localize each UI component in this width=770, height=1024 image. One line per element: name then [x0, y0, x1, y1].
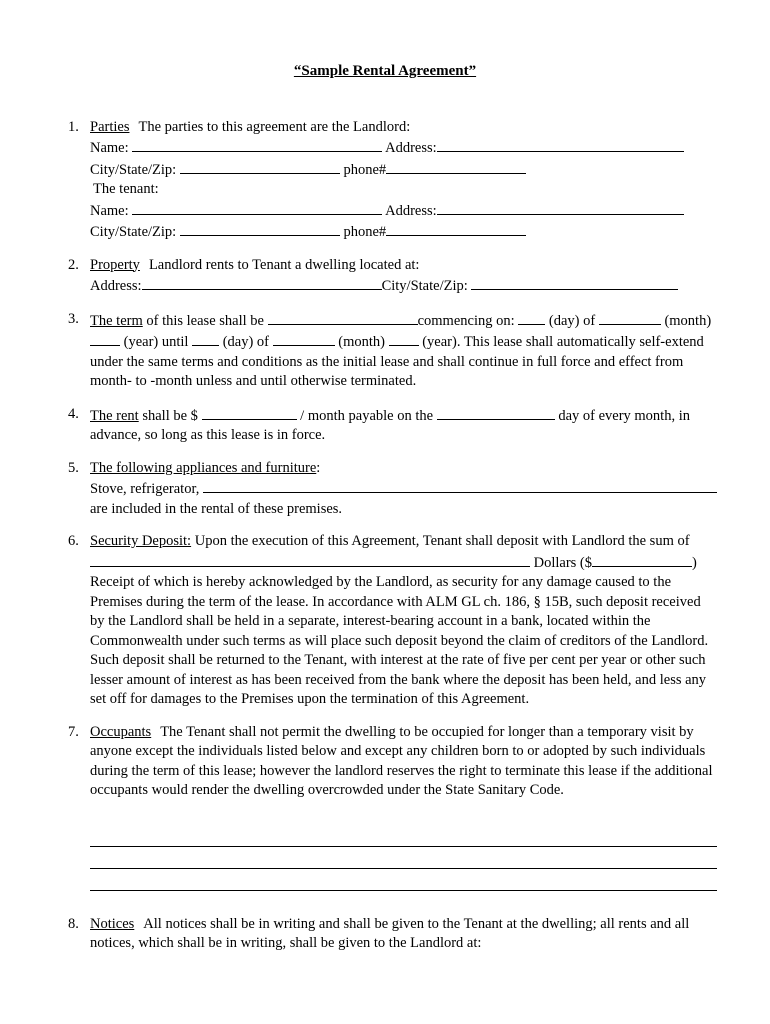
occupants-line-1 [90, 825, 717, 847]
tenant-label: The tenant: [93, 181, 159, 197]
section-number: 8. [68, 915, 79, 932]
city-label: City/State/Zip: [90, 161, 177, 178]
rent-paragraph [90, 405, 717, 446]
section-parties [68, 118, 717, 243]
parties-intro-line [90, 118, 717, 138]
property-address-line [90, 275, 717, 297]
property-city-blank [471, 275, 678, 290]
appliances-colon: : [316, 459, 321, 476]
address-label: Address: [90, 278, 142, 294]
document-content [0, 118, 770, 954]
section-number: 1. [68, 118, 79, 135]
term-paragraph [90, 310, 717, 392]
landlord-name-blank [132, 137, 382, 152]
occupants-line-3 [90, 869, 717, 891]
section-body [90, 310, 717, 392]
term-length-blank [268, 310, 418, 325]
end-month-blank [273, 331, 335, 346]
name-label: Name: [90, 202, 129, 219]
section-security-deposit [68, 532, 717, 710]
end-year-blank [389, 331, 419, 346]
section-rent [68, 405, 717, 446]
term-text: (year) until [123, 334, 189, 350]
occupants-paragraph [90, 723, 717, 801]
tenant-name-blank [132, 200, 382, 215]
occupants-blank-lines [90, 825, 717, 891]
landlord-address-blank [437, 137, 684, 152]
section-heading: Security Deposit: [90, 533, 192, 549]
appliances-list-line [90, 478, 717, 500]
start-day-blank [518, 310, 545, 325]
section-heading: Parties [90, 118, 130, 135]
address-label: Address: [385, 140, 437, 156]
appliances-included-line [90, 500, 717, 520]
section-number: 6. [68, 533, 79, 549]
deposit-amount-line [90, 552, 717, 574]
section-body [90, 723, 717, 891]
document-title: “Sample Rental Agreement” [293, 63, 477, 79]
section-occupants [68, 723, 717, 891]
section-body [90, 532, 717, 710]
section-number: 3. [68, 310, 79, 327]
occupants-line-2 [90, 847, 717, 869]
tenant-city-blank [180, 221, 340, 236]
occupants-text: The Tenant shall not permit the dwelling to be occupied for longer than a temporary visit by anyone except the individuals listed below and except any children born to or adopted by such individuals during the term of this lease; however the landlord reserves the right to terminate this lease if the additional occupants would render the dwelling overcrowded under the State Sanitary Code. [90, 723, 713, 798]
section-number: 5. [68, 459, 79, 476]
rent-text: day of every month, in advance, so long as this lease is in force. [90, 407, 690, 443]
section-number: 2. [68, 256, 79, 273]
tenant-phone-blank [386, 221, 526, 236]
deposit-text: ) [692, 554, 697, 571]
rent-amount-blank [202, 405, 297, 420]
tenant-city-line [90, 221, 717, 243]
rent-text: shall be $ [142, 407, 198, 424]
section-body [90, 118, 717, 243]
property-intro-line [90, 256, 717, 276]
phone-label: phone# [343, 224, 387, 240]
tenant-intro-line [90, 180, 717, 200]
phone-label: phone# [343, 161, 387, 178]
section-heading: Property [90, 256, 140, 273]
term-text: (day) of [222, 334, 269, 350]
deposit-text: Upon the execution of this Agreement, Tenant shall deposit with Landlord the sum of [194, 533, 690, 549]
address-label: Address: [385, 202, 437, 219]
property-intro-text: Landlord rents to Tenant a dwelling located at: [148, 256, 420, 273]
tenant-address-blank [437, 200, 684, 215]
appliances-text: Stove, refrigerator, [90, 481, 200, 497]
city-label: City/State/Zip: [381, 278, 468, 294]
section-number: 4. [68, 405, 79, 422]
section-number: 7. [68, 723, 79, 740]
section-appliances [68, 459, 717, 520]
section-body [90, 459, 717, 520]
notices-text: All notices shall be in writing and shall be given to the Tenant at the dwelling; all rents and all notices, which shall be in writing, shall be given to the Landlord at: [90, 915, 690, 951]
deposit-words-blank [90, 552, 530, 567]
section-body [90, 915, 717, 954]
rent-due-day-blank [437, 405, 555, 420]
appliances-heading-line [90, 459, 717, 479]
term-text: (year). This lease shall automatically self-extend under the same terms and conditions as the initial lease and shall continue in full force and effect from month- to -month unless and until otherwise terminated. [90, 334, 704, 389]
rent-text: / month payable on the [300, 407, 434, 424]
section-heading: The following appliances and furniture [90, 459, 317, 476]
deposit-amount-blank [592, 552, 692, 567]
appliances-text: are included in the rental of these premises. [90, 500, 343, 517]
start-month-blank [599, 310, 661, 325]
section-property [68, 256, 717, 297]
term-text: commencing on: [417, 312, 515, 329]
section-heading: Occupants [90, 723, 152, 740]
name-label: Name: [90, 140, 129, 156]
section-term [68, 310, 717, 392]
section-body [90, 256, 717, 297]
section-heading: Notices [90, 915, 135, 932]
end-day-blank [192, 331, 219, 346]
section-heading: The term [90, 312, 143, 329]
deposit-intro-line [90, 532, 717, 552]
term-text: (month) [664, 312, 712, 329]
section-notices [68, 915, 717, 954]
appliances-blank [203, 478, 717, 493]
tenant-name-line [90, 200, 717, 222]
landlord-phone-blank [386, 159, 526, 174]
deposit-text: Receipt of which is hereby acknowledged by the Landlord, as security for any damage caused to the Premises during the term of the lease. In accordance with ALM GL ch. 186, § 15B, such deposit received by the Landlord shall be held in a separate, interest-bearing account in a bank, located within the Commonwealth under such terms as will place such deposit beyond the claim of creditors of the Landlord. Such deposit shall be returned to the Tenant, with interest at the rate of five per cent per year or other such lesser amount of interest as has been received from the bank where the deposit has been held, and less any set off for damages to the Premises upon the termination of this Agreement. [90, 574, 709, 707]
city-label: City/State/Zip: [90, 224, 177, 240]
term-text: of this lease shall be [146, 312, 264, 329]
deposit-terms-paragraph [90, 573, 717, 710]
start-year-blank [90, 331, 120, 346]
landlord-city-line [90, 159, 717, 181]
parties-intro-text: The parties to this agreement are the Landlord: [138, 118, 411, 135]
property-address-blank [142, 275, 382, 290]
landlord-city-blank [180, 159, 340, 174]
term-text: (day) of [548, 312, 596, 329]
term-text: (month) [338, 334, 385, 350]
deposit-text: Dollars ($ [533, 554, 593, 571]
landlord-name-line [90, 137, 717, 159]
section-heading: The rent [90, 407, 139, 424]
notices-paragraph [90, 915, 717, 954]
section-body [90, 405, 717, 446]
